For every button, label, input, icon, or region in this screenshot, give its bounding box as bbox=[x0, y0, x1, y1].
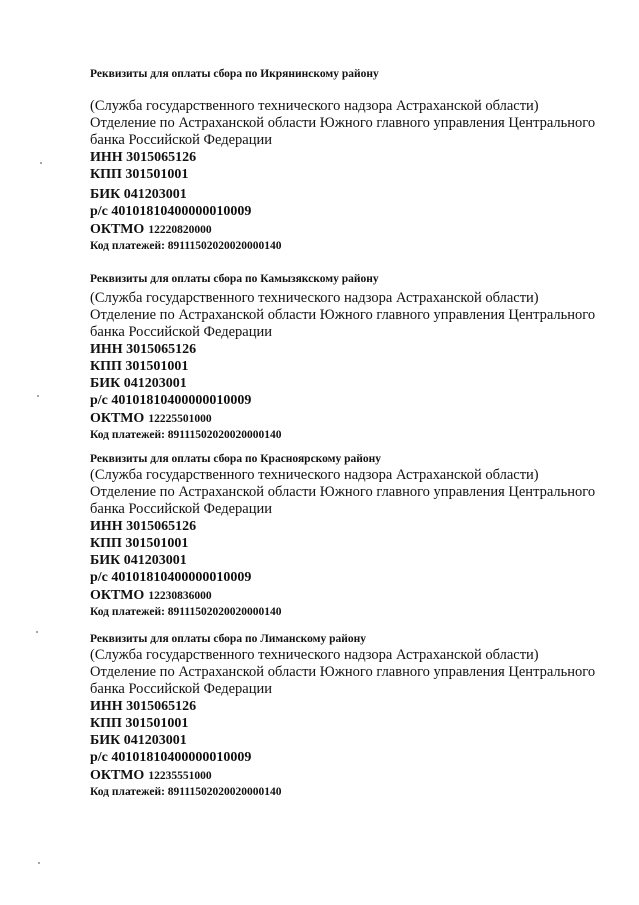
bank-name-line-1: Отделение по Астраханской области Южного главного управления Центрального bbox=[90, 115, 596, 131]
account-value: р/с 40101810400000010009 bbox=[90, 393, 252, 408]
bank-name-line-2: банка Российской Федерации bbox=[90, 132, 273, 148]
requisites-section-liman bbox=[90, 632, 620, 800]
inn-value: ИНН 3015065126 bbox=[90, 150, 197, 165]
requisites-section-ikryanoye bbox=[90, 67, 620, 254]
bank-name-line-1: Отделение по Астраханской области Южного главного управления Центрального bbox=[90, 664, 596, 680]
bik-value: БИК 041203001 bbox=[90, 187, 187, 202]
bank-name-line-2: банка Российской Федерации bbox=[90, 324, 273, 340]
oktmo-label: ОКТМО bbox=[90, 411, 145, 426]
payment-code: Код платежей: 89111502020020000140 bbox=[90, 786, 282, 798]
inn-value: ИНН 3015065126 bbox=[90, 342, 197, 357]
service-name: (Служба государственного технического надзора Астраханской области) bbox=[90, 467, 539, 483]
payment-code: Код платежей: 89111502020020000140 bbox=[90, 240, 282, 252]
section-title: Реквизиты для оплаты сбора по Лиманскому району bbox=[90, 633, 366, 645]
oktmo-label: ОКТМО bbox=[90, 768, 145, 783]
oktmo-label: ОКТМО bbox=[90, 222, 145, 237]
bank-name-line-2: банка Российской Федерации bbox=[90, 501, 273, 517]
payment-code: Код платежей: 89111502020020000140 bbox=[90, 606, 282, 618]
oktmo-label: ОКТМО bbox=[90, 588, 145, 603]
account-value: р/с 40101810400000010009 bbox=[90, 204, 252, 219]
bank-name-line-1: Отделение по Астраханской области Южного главного управления Центрального bbox=[90, 307, 596, 323]
oktmo-row bbox=[90, 220, 620, 239]
bank-name-line-2: банка Российской Федерации bbox=[90, 681, 273, 697]
oktmo-value: 12235551000 bbox=[148, 770, 212, 782]
bik-value: БИК 041203001 bbox=[90, 733, 187, 748]
oktmo-row bbox=[90, 586, 620, 605]
oktmo-value: 12220820000 bbox=[148, 224, 212, 236]
section-title: Реквизиты для оплаты сбора по Красноярскому району bbox=[90, 453, 382, 465]
bik-value: БИК 041203001 bbox=[90, 553, 187, 568]
service-name: (Служба государственного технического надзора Астраханской области) bbox=[90, 98, 539, 114]
kpp-value: КПП 301501001 bbox=[90, 359, 189, 374]
requisites-section-krasnyy-yar bbox=[90, 452, 620, 620]
oktmo-row bbox=[90, 766, 620, 785]
bank-name-line-1: Отделение по Астраханской области Южного главного управления Центрального bbox=[90, 484, 596, 500]
oktmo-row bbox=[90, 409, 620, 428]
oktmo-value: 12230836000 bbox=[148, 590, 212, 602]
scan-artifact bbox=[37, 395, 39, 397]
payment-code: Код платежей: 89111502020020000140 bbox=[90, 429, 282, 441]
section-title: Реквизиты для оплаты сбора по Камызякскому району bbox=[90, 273, 379, 285]
service-name: (Служба государственного технического надзора Астраханской области) bbox=[90, 290, 539, 306]
account-value: р/с 40101810400000010009 bbox=[90, 570, 252, 585]
kpp-value: КПП 301501001 bbox=[90, 167, 189, 182]
section-title: Реквизиты для оплаты сбора по Икрянинскому району bbox=[90, 68, 379, 80]
inn-value: ИНН 3015065126 bbox=[90, 519, 197, 534]
service-name: (Служба государственного технического надзора Астраханской области) bbox=[90, 647, 539, 663]
kpp-value: КПП 301501001 bbox=[90, 716, 189, 731]
oktmo-value: 12225501000 bbox=[148, 413, 212, 425]
scan-artifact bbox=[38, 862, 40, 864]
scan-artifact bbox=[36, 631, 38, 633]
inn-value: ИНН 3015065126 bbox=[90, 699, 197, 714]
account-value: р/с 40101810400000010009 bbox=[90, 750, 252, 765]
scan-artifact bbox=[40, 162, 42, 164]
requisites-section-kamyzyak bbox=[90, 272, 620, 443]
kpp-value: КПП 301501001 bbox=[90, 536, 189, 551]
bik-value: БИК 041203001 bbox=[90, 376, 187, 391]
